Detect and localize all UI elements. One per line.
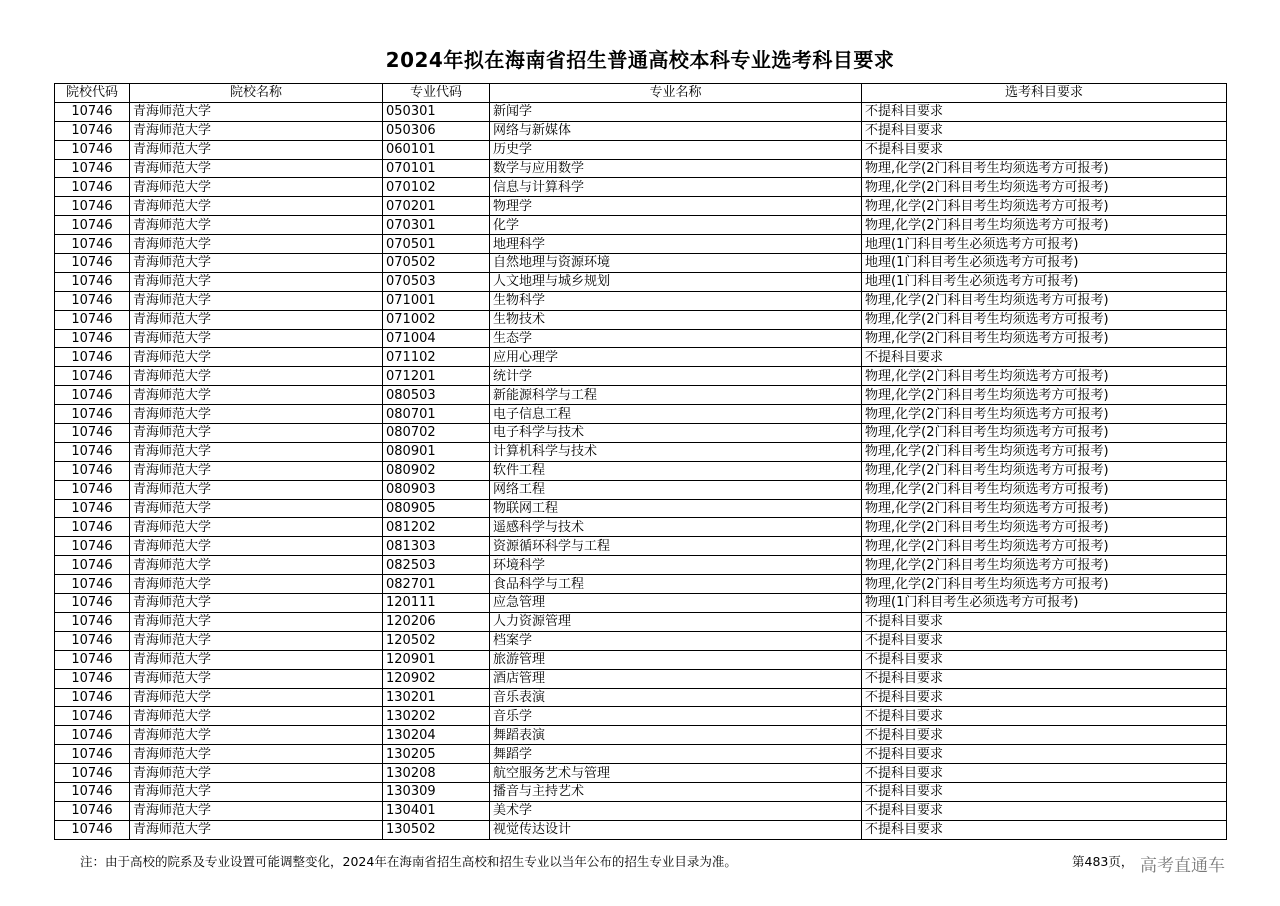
major-name-cell: 化学 (490, 216, 862, 235)
subject-requirement-cell: 不提科目要求 (862, 707, 1227, 726)
table-row (55, 764, 1227, 783)
major-name-cell: 历史学 (490, 140, 862, 159)
subject-requirement-cell: 不提科目要求 (862, 102, 1227, 121)
school-code-cell: 10746 (55, 386, 130, 405)
major-name-cell: 电子信息工程 (490, 405, 862, 424)
school-code-cell: 10746 (55, 669, 130, 688)
school-name-cell: 青海师范大学 (130, 254, 383, 273)
school-name-cell: 青海师范大学 (130, 688, 383, 707)
major-code-cell: 120901 (383, 650, 490, 669)
subject-requirement-cell: 不提科目要求 (862, 745, 1227, 764)
school-code-cell: 10746 (55, 367, 130, 386)
subject-requirement-cell: 物理(1门科目考生必须选考方可报考) (862, 594, 1227, 613)
header-school-code: 院校代码 (55, 84, 130, 103)
major-name-cell: 电子科学与技术 (490, 424, 862, 443)
footer-note: 注：由于高校的院系及专业设置可能调整变化，2024年在海南省招生高校和招生专业以当年公布的招生专业目录为准。 (80, 854, 737, 869)
major-name-cell: 计算机科学与技术 (490, 442, 862, 461)
school-name-cell: 青海师范大学 (130, 442, 383, 461)
subject-requirement-cell: 不提科目要求 (862, 650, 1227, 669)
subject-requirement-cell: 物理,化学(2门科目考生均须选考方可报考) (862, 159, 1227, 178)
school-code-cell: 10746 (55, 329, 130, 348)
table-row (55, 235, 1227, 254)
major-code-cell: 082503 (383, 556, 490, 575)
table-row (55, 159, 1227, 178)
major-code-cell: 050301 (383, 102, 490, 121)
school-code-cell: 10746 (55, 254, 130, 273)
subject-requirement-cell: 物理,化学(2门科目考生均须选考方可报考) (862, 405, 1227, 424)
school-name-cell: 青海师范大学 (130, 556, 383, 575)
subject-requirement-cell: 物理,化学(2门科目考生均须选考方可报考) (862, 310, 1227, 329)
major-code-cell: 130309 (383, 782, 490, 801)
major-code-cell: 070102 (383, 178, 490, 197)
subject-requirement-cell: 物理,化学(2门科目考生均须选考方可报考) (862, 329, 1227, 348)
table-row (55, 121, 1227, 140)
major-code-cell: 070101 (383, 159, 490, 178)
school-code-cell: 10746 (55, 348, 130, 367)
school-code-cell: 10746 (55, 140, 130, 159)
school-name-cell: 青海师范大学 (130, 612, 383, 631)
subject-requirement-cell: 不提科目要求 (862, 726, 1227, 745)
school-code-cell: 10746 (55, 782, 130, 801)
major-name-cell: 信息与计算科学 (490, 178, 862, 197)
major-code-cell: 071002 (383, 310, 490, 329)
major-code-cell: 070502 (383, 254, 490, 273)
major-code-cell: 082701 (383, 575, 490, 594)
major-code-cell: 080903 (383, 480, 490, 499)
table-row (55, 650, 1227, 669)
table-row (55, 424, 1227, 443)
subject-requirement-cell: 不提科目要求 (862, 801, 1227, 820)
table-row (55, 612, 1227, 631)
table-row (55, 140, 1227, 159)
table-row (55, 556, 1227, 575)
header-major-name: 专业名称 (490, 84, 862, 103)
table-row (55, 367, 1227, 386)
subject-requirement-cell: 地理(1门科目考生必须选考方可报考) (862, 272, 1227, 291)
subject-requirement-cell: 地理(1门科目考生必须选考方可报考) (862, 235, 1227, 254)
major-code-cell: 081202 (383, 518, 490, 537)
table-row (55, 782, 1227, 801)
page-number: 第483页， (1072, 854, 1134, 869)
subject-requirement-cell: 物理,化学(2门科目考生均须选考方可报考) (862, 197, 1227, 216)
major-name-cell: 环境科学 (490, 556, 862, 575)
major-code-cell: 071004 (383, 329, 490, 348)
table-row (55, 537, 1227, 556)
table-row (55, 102, 1227, 121)
major-name-cell: 音乐学 (490, 707, 862, 726)
school-name-cell: 青海师范大学 (130, 782, 383, 801)
major-name-cell: 生态学 (490, 329, 862, 348)
school-name-cell: 青海师范大学 (130, 707, 383, 726)
school-name-cell: 青海师范大学 (130, 197, 383, 216)
school-code-cell: 10746 (55, 424, 130, 443)
school-code-cell: 10746 (55, 121, 130, 140)
major-code-cell: 130201 (383, 688, 490, 707)
major-code-cell: 071102 (383, 348, 490, 367)
school-code-cell: 10746 (55, 461, 130, 480)
school-code-cell: 10746 (55, 291, 130, 310)
school-name-cell: 青海师范大学 (130, 537, 383, 556)
school-code-cell: 10746 (55, 612, 130, 631)
subject-requirement-cell: 不提科目要求 (862, 669, 1227, 688)
table-row (55, 348, 1227, 367)
table-row (55, 442, 1227, 461)
major-code-cell: 130401 (383, 801, 490, 820)
major-code-cell: 120206 (383, 612, 490, 631)
table-row (55, 291, 1227, 310)
major-name-cell: 统计学 (490, 367, 862, 386)
major-name-cell: 新闻学 (490, 102, 862, 121)
requirements-table (54, 83, 1227, 840)
school-name-cell: 青海师范大学 (130, 594, 383, 613)
major-code-cell: 080905 (383, 499, 490, 518)
subject-requirement-cell: 物理,化学(2门科目考生均须选考方可报考) (862, 291, 1227, 310)
page-title: 2024年拟在海南省招生普通高校本科专业选考科目要求 (385, 48, 895, 72)
school-name-cell: 青海师范大学 (130, 386, 383, 405)
table-row (55, 575, 1227, 594)
major-name-cell: 遥感科学与技术 (490, 518, 862, 537)
major-code-cell: 060101 (383, 140, 490, 159)
table-row (55, 726, 1227, 745)
major-code-cell: 050306 (383, 121, 490, 140)
school-name-cell: 青海师范大学 (130, 518, 383, 537)
school-code-cell: 10746 (55, 688, 130, 707)
subject-requirement-cell: 不提科目要求 (862, 140, 1227, 159)
school-code-cell: 10746 (55, 235, 130, 254)
major-name-cell: 档案学 (490, 631, 862, 650)
school-name-cell: 青海师范大学 (130, 329, 383, 348)
major-name-cell: 舞蹈学 (490, 745, 862, 764)
table-row (55, 518, 1227, 537)
table-body (55, 102, 1227, 839)
major-name-cell: 地理科学 (490, 235, 862, 254)
major-name-cell: 软件工程 (490, 461, 862, 480)
major-code-cell: 080902 (383, 461, 490, 480)
school-name-cell: 青海师范大学 (130, 631, 383, 650)
subject-requirement-cell: 不提科目要求 (862, 820, 1227, 839)
school-code-cell: 10746 (55, 272, 130, 291)
school-name-cell: 青海师范大学 (130, 499, 383, 518)
table-row (55, 631, 1227, 650)
major-name-cell: 新能源科学与工程 (490, 386, 862, 405)
table-row (55, 669, 1227, 688)
major-name-cell: 应用心理学 (490, 348, 862, 367)
major-name-cell: 播音与主持艺术 (490, 782, 862, 801)
table-row (55, 594, 1227, 613)
subject-requirement-cell: 物理,化学(2门科目考生均须选考方可报考) (862, 216, 1227, 235)
school-name-cell: 青海师范大学 (130, 745, 383, 764)
table-row (55, 499, 1227, 518)
school-code-cell: 10746 (55, 650, 130, 669)
school-code-cell: 10746 (55, 537, 130, 556)
table-row (55, 329, 1227, 348)
school-name-cell: 青海师范大学 (130, 669, 383, 688)
school-name-cell: 青海师范大学 (130, 820, 383, 839)
school-code-cell: 10746 (55, 102, 130, 121)
school-code-cell: 10746 (55, 310, 130, 329)
school-code-cell: 10746 (55, 216, 130, 235)
major-name-cell: 食品科学与工程 (490, 575, 862, 594)
school-name-cell: 青海师范大学 (130, 575, 383, 594)
subject-requirement-cell: 物理,化学(2门科目考生均须选考方可报考) (862, 461, 1227, 480)
major-code-cell: 120502 (383, 631, 490, 650)
school-name-cell: 青海师范大学 (130, 650, 383, 669)
school-code-cell: 10746 (55, 726, 130, 745)
major-code-cell: 080901 (383, 442, 490, 461)
school-name-cell: 青海师范大学 (130, 480, 383, 499)
major-code-cell: 130202 (383, 707, 490, 726)
major-name-cell: 旅游管理 (490, 650, 862, 669)
school-code-cell: 10746 (55, 442, 130, 461)
subject-requirement-cell: 物理,化学(2门科目考生均须选考方可报考) (862, 424, 1227, 443)
major-code-cell: 130205 (383, 745, 490, 764)
school-name-cell: 青海师范大学 (130, 121, 383, 140)
major-code-cell: 130208 (383, 764, 490, 783)
major-name-cell: 酒店管理 (490, 669, 862, 688)
school-name-cell: 青海师范大学 (130, 216, 383, 235)
school-name-cell: 青海师范大学 (130, 102, 383, 121)
subject-requirement-cell: 物理,化学(2门科目考生均须选考方可报考) (862, 537, 1227, 556)
table-row (55, 178, 1227, 197)
subject-requirement-cell: 物理,化学(2门科目考生均须选考方可报考) (862, 575, 1227, 594)
school-name-cell: 青海师范大学 (130, 726, 383, 745)
school-code-cell: 10746 (55, 575, 130, 594)
subject-requirement-cell: 不提科目要求 (862, 782, 1227, 801)
school-code-cell: 10746 (55, 178, 130, 197)
major-code-cell: 130204 (383, 726, 490, 745)
major-code-cell: 120902 (383, 669, 490, 688)
table-row (55, 310, 1227, 329)
school-code-cell: 10746 (55, 820, 130, 839)
school-code-cell: 10746 (55, 764, 130, 783)
school-name-cell: 青海师范大学 (130, 235, 383, 254)
school-code-cell: 10746 (55, 801, 130, 820)
header-school-name: 院校名称 (130, 84, 383, 103)
table-row (55, 820, 1227, 839)
subject-requirement-cell: 不提科目要求 (862, 764, 1227, 783)
major-name-cell: 应急管理 (490, 594, 862, 613)
school-code-cell: 10746 (55, 594, 130, 613)
major-code-cell: 120111 (383, 594, 490, 613)
major-name-cell: 网络工程 (490, 480, 862, 499)
table-row (55, 707, 1227, 726)
header-subject-requirement: 选考科目要求 (862, 84, 1227, 103)
major-name-cell: 物理学 (490, 197, 862, 216)
major-name-cell: 网络与新媒体 (490, 121, 862, 140)
table-row (55, 745, 1227, 764)
school-name-cell: 青海师范大学 (130, 801, 383, 820)
table-row (55, 197, 1227, 216)
school-name-cell: 青海师范大学 (130, 272, 383, 291)
major-code-cell: 080701 (383, 405, 490, 424)
header-major-code: 专业代码 (383, 84, 490, 103)
major-name-cell: 航空服务艺术与管理 (490, 764, 862, 783)
major-code-cell: 070501 (383, 235, 490, 254)
subject-requirement-cell: 不提科目要求 (862, 612, 1227, 631)
major-code-cell: 070201 (383, 197, 490, 216)
watermark-text: 高考直通车 (1140, 856, 1225, 876)
major-code-cell: 080702 (383, 424, 490, 443)
school-code-cell: 10746 (55, 707, 130, 726)
major-code-cell: 070503 (383, 272, 490, 291)
major-name-cell: 资源循环科学与工程 (490, 537, 862, 556)
table-row (55, 386, 1227, 405)
school-name-cell: 青海师范大学 (130, 405, 383, 424)
school-code-cell: 10746 (55, 480, 130, 499)
school-name-cell: 青海师范大学 (130, 291, 383, 310)
subject-requirement-cell: 地理(1门科目考生必须选考方可报考) (862, 254, 1227, 273)
table-row (55, 801, 1227, 820)
school-name-cell: 青海师范大学 (130, 764, 383, 783)
subject-requirement-cell: 物理,化学(2门科目考生均须选考方可报考) (862, 499, 1227, 518)
major-name-cell: 音乐表演 (490, 688, 862, 707)
major-name-cell: 物联网工程 (490, 499, 862, 518)
school-name-cell: 青海师范大学 (130, 159, 383, 178)
table-row (55, 254, 1227, 273)
major-name-cell: 人力资源管理 (490, 612, 862, 631)
school-code-cell: 10746 (55, 159, 130, 178)
subject-requirement-cell: 不提科目要求 (862, 121, 1227, 140)
school-code-cell: 10746 (55, 556, 130, 575)
school-name-cell: 青海师范大学 (130, 424, 383, 443)
school-code-cell: 10746 (55, 405, 130, 424)
major-code-cell: 080503 (383, 386, 490, 405)
major-code-cell: 081303 (383, 537, 490, 556)
subject-requirement-cell: 物理,化学(2门科目考生均须选考方可报考) (862, 442, 1227, 461)
major-name-cell: 生物技术 (490, 310, 862, 329)
major-code-cell: 070301 (383, 216, 490, 235)
school-name-cell: 青海师范大学 (130, 461, 383, 480)
major-code-cell: 071001 (383, 291, 490, 310)
school-code-cell: 10746 (55, 499, 130, 518)
table-row (55, 272, 1227, 291)
major-name-cell: 数学与应用数学 (490, 159, 862, 178)
school-code-cell: 10746 (55, 197, 130, 216)
table-row (55, 461, 1227, 480)
subject-requirement-cell: 不提科目要求 (862, 631, 1227, 650)
subject-requirement-cell: 不提科目要求 (862, 688, 1227, 707)
table-row (55, 216, 1227, 235)
subject-requirement-cell: 不提科目要求 (862, 348, 1227, 367)
school-name-cell: 青海师范大学 (130, 178, 383, 197)
major-code-cell: 130502 (383, 820, 490, 839)
subject-requirement-cell: 物理,化学(2门科目考生均须选考方可报考) (862, 518, 1227, 537)
school-code-cell: 10746 (55, 745, 130, 764)
subject-requirement-cell: 物理,化学(2门科目考生均须选考方可报考) (862, 367, 1227, 386)
table-row (55, 405, 1227, 424)
subject-requirement-cell: 物理,化学(2门科目考生均须选考方可报考) (862, 556, 1227, 575)
school-code-cell: 10746 (55, 518, 130, 537)
table-header-row (55, 84, 1227, 103)
major-name-cell: 生物科学 (490, 291, 862, 310)
school-name-cell: 青海师范大学 (130, 310, 383, 329)
major-name-cell: 舞蹈表演 (490, 726, 862, 745)
major-name-cell: 视觉传达设计 (490, 820, 862, 839)
table-row (55, 688, 1227, 707)
major-name-cell: 自然地理与资源环境 (490, 254, 862, 273)
school-name-cell: 青海师范大学 (130, 140, 383, 159)
school-name-cell: 青海师范大学 (130, 367, 383, 386)
major-name-cell: 美术学 (490, 801, 862, 820)
table-row (55, 480, 1227, 499)
school-name-cell: 青海师范大学 (130, 348, 383, 367)
major-code-cell: 071201 (383, 367, 490, 386)
major-name-cell: 人文地理与城乡规划 (490, 272, 862, 291)
subject-requirement-cell: 物理,化学(2门科目考生均须选考方可报考) (862, 480, 1227, 499)
subject-requirement-cell: 物理,化学(2门科目考生均须选考方可报考) (862, 386, 1227, 405)
school-code-cell: 10746 (55, 631, 130, 650)
subject-requirement-cell: 物理,化学(2门科目考生均须选考方可报考) (862, 178, 1227, 197)
